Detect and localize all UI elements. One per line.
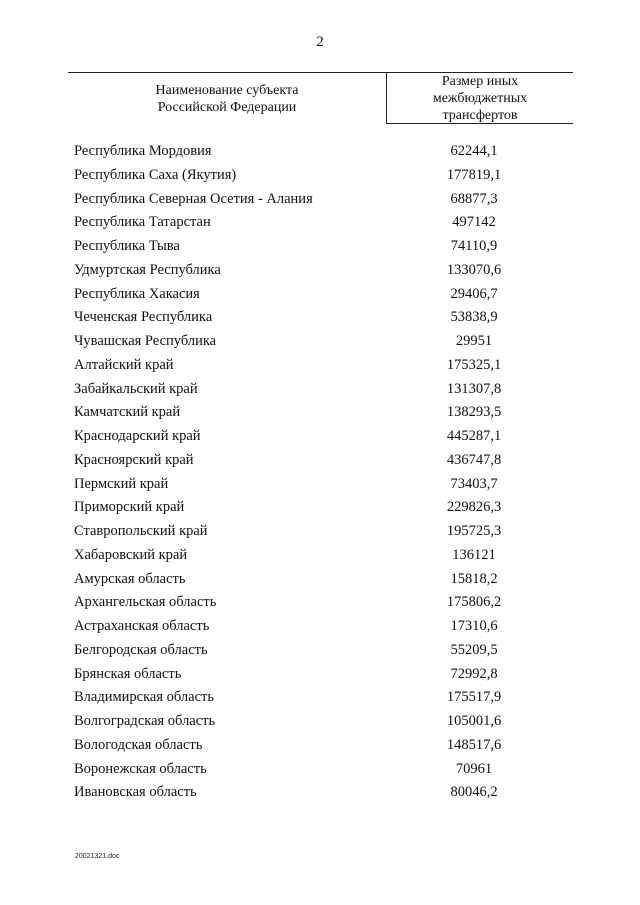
subject-name: Камчатский край: [74, 404, 181, 421]
subject-name: Республика Хакасия: [74, 285, 200, 302]
transfer-amount: 17310,6: [450, 618, 498, 634]
header-name-line: Российской Федерации: [157, 100, 297, 115]
subject-name: Воронежская область: [74, 760, 207, 777]
transfer-amount: 53838,9: [450, 309, 498, 326]
header-value-column: [387, 73, 573, 124]
table-row: [74, 781, 574, 805]
table-row: [74, 378, 574, 402]
transfer-amount: 229826,3: [446, 499, 502, 516]
table-row: [74, 164, 574, 188]
header-value-line: трансфертов: [442, 108, 518, 123]
subject-name: Брянская область: [74, 665, 182, 682]
table-row: [74, 306, 574, 330]
table-row: [74, 663, 574, 687]
table-row: [74, 449, 574, 473]
header-name-column: [68, 82, 386, 116]
header-value-line: Размер иных: [441, 74, 519, 89]
subject-name: Хабаровский край: [74, 546, 188, 563]
table-row: [74, 639, 574, 663]
table-body: [74, 140, 574, 805]
transfer-amount: 70961: [455, 760, 493, 777]
transfer-amount: 62244,1: [450, 143, 498, 159]
subject-name: Вологодская область: [74, 736, 203, 753]
table-row: [74, 259, 574, 283]
table-header: [68, 72, 573, 124]
header-value-line: межбюджетных: [432, 91, 528, 106]
subject-name: Ставропольский край: [74, 523, 208, 539]
transfer-amount: 131307,8: [446, 380, 502, 397]
transfer-amount: 136121: [452, 546, 496, 563]
table-row: [74, 401, 574, 425]
transfer-amount: 175517,9: [446, 689, 502, 706]
table-row: [74, 591, 574, 615]
subject-name: Чеченская Республика: [74, 309, 213, 326]
transfer-amount: 72992,8: [450, 665, 498, 682]
page-number: 2: [316, 34, 324, 50]
subject-name: Пермский край: [74, 475, 169, 492]
subject-name: Чувашская Республика: [74, 333, 217, 349]
table-row: [74, 425, 574, 449]
table-row: [74, 330, 574, 354]
transfer-amount: 177819,1: [446, 166, 502, 183]
transfer-amount: 55209,5: [450, 641, 498, 658]
subject-name: Владимирская область: [74, 689, 214, 706]
subject-name: Волгоградская область: [74, 713, 216, 729]
subject-name: Республика Северная Осетия - Алания: [74, 190, 313, 207]
transfer-amount: 133070,6: [446, 261, 502, 278]
subject-name: Ивановская область: [74, 784, 197, 801]
transfer-amount: 68877,3: [450, 190, 498, 207]
table-row: [74, 354, 574, 378]
transfer-amount: 29951: [455, 333, 493, 349]
subject-name: Республика Тыва: [74, 238, 180, 254]
transfer-amount: 73403,7: [450, 475, 498, 492]
subject-name: Удмуртская Республика: [74, 261, 221, 278]
subject-name: Амурская область: [74, 570, 186, 587]
table-row: [74, 283, 574, 307]
table-row: [74, 520, 574, 544]
table-row: [74, 235, 574, 259]
header-name-line: Наименование субъекта: [155, 83, 299, 98]
table-row: [74, 686, 574, 710]
subject-name: Республика Мордовия: [74, 143, 212, 159]
table-row: [74, 473, 574, 497]
transfer-amount: 445287,1: [446, 428, 502, 444]
table-row: [74, 710, 574, 734]
transfer-amount: 148517,6: [446, 736, 502, 753]
transfer-amount: 15818,2: [450, 570, 498, 587]
table-row: [74, 544, 574, 568]
transfer-amount: 29406,7: [450, 285, 498, 302]
table-row: [74, 496, 574, 520]
subject-name: Республика Татарстан: [74, 214, 211, 231]
subject-name: Алтайский край: [74, 356, 174, 373]
subject-name: Красноярский край: [74, 451, 194, 468]
table-row: [74, 758, 574, 782]
transfer-amount: 436747,8: [446, 451, 502, 468]
table-row: [74, 734, 574, 758]
transfer-amount: 175806,2: [446, 594, 502, 611]
table-row: [74, 211, 574, 235]
subject-name: Белгородская область: [74, 641, 208, 658]
transfer-amount: 105001,6: [446, 713, 502, 729]
transfer-amount: 497142: [452, 214, 496, 231]
transfer-amount: 74110,9: [450, 238, 498, 254]
subject-name: Приморский край: [74, 499, 185, 516]
table-row: [74, 568, 574, 592]
subject-name: Астраханская область: [74, 618, 210, 634]
subject-name: Архангельская область: [74, 594, 217, 611]
transfer-amount: 138293,5: [446, 404, 502, 421]
subject-name: Республика Саха (Якутия): [74, 166, 237, 183]
document-code: 20021321.doc: [75, 853, 120, 860]
table-row: [74, 615, 574, 639]
transfer-amount: 195725,3: [446, 523, 502, 539]
subject-name: Краснодарский край: [74, 428, 201, 444]
table-row: [74, 188, 574, 212]
subject-name: Забайкальский край: [74, 380, 198, 397]
table-row: [74, 140, 574, 164]
transfer-amount: 175325,1: [446, 356, 502, 373]
transfer-amount: 80046,2: [450, 784, 498, 801]
